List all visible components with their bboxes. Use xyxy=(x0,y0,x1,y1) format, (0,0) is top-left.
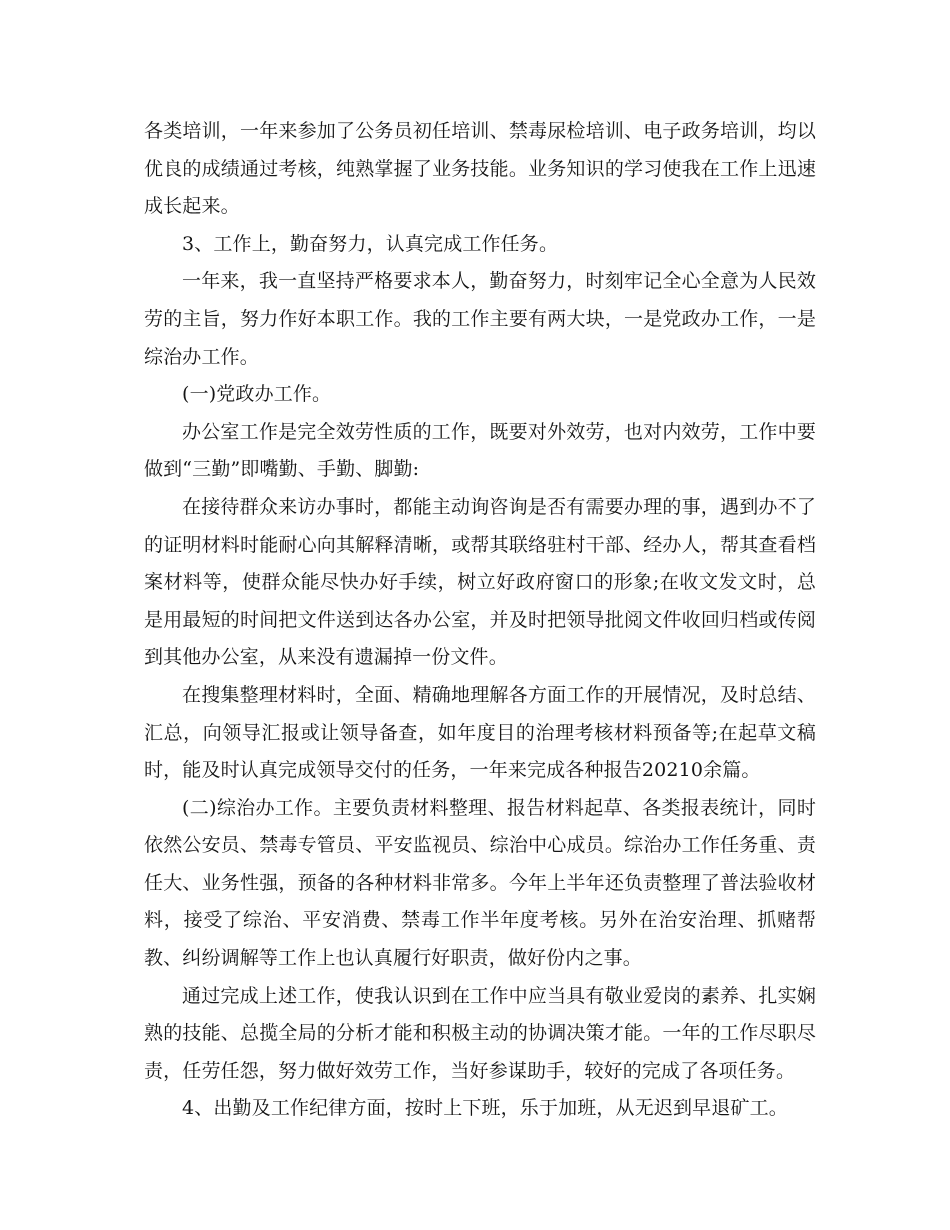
subheading-party-office: (一)党政办工作。 xyxy=(182,383,332,406)
document-body xyxy=(144,113,816,1128)
paragraph-work-overview: 一年来，我一直坚持严格要求本人，勤奋努力，时刻牢记全心全意为人民效劳的主旨，努力作好本职工作。我的工作主要有两大块，一是党政办工作，一是综治办工作。 xyxy=(144,270,816,368)
paragraph-reflection: 通过完成上述工作，使我认识到在工作中应当具有敬业爱岗的素养、扎实娴熟的技能、总揽全局的分析才能和积极主动的协调决策才能。一年的工作尽职尽责，任劳任怨，努力做好效劳工作，当好参谋助手，较好的完成了各项任务。 xyxy=(144,984,816,1082)
paragraph-comprehensive-office: (二)综治办工作。主要负责材料整理、报告材料起草、各类报表统计，同时依然公安员、禁毒专管员、平安监视员、综治中心成员。综治办工作任务重、责任大、业务性强，预备的各种材料非常多。今年上半年还负责整理了普法验收材料，接受了综治、平安消费、禁毒工作半年度考核。另外在治安治理、抓赌帮教、纠纷调解等工作上也认真履行好职责，做好份内之事。 xyxy=(144,796,816,970)
paragraph-training-continued: 各类培训，一年来参加了公务员初任培训、禁毒尿检培训、电子政务培训，均以优良的成绩通过考核，纯熟掌握了业务技能。业务知识的学习使我在工作上迅速成长起来。 xyxy=(144,120,816,218)
paragraph-office-service: 办公室工作是完全效劳性质的工作，既要对外效劳，也对内效劳，工作中要做到“三勤”即嘴勤、手勤、脚勤: xyxy=(144,420,816,481)
heading-attendance: 4、出勤及工作纪律方面，按时上下班，乐于加班，从无迟到早退矿工。 xyxy=(182,1097,788,1120)
paragraph-reception: 在接待群众来访办事时，都能主动询咨询是否有需要办理的事，遇到办不了的证明材料时能耐心向其解释清晰，或帮其联络驻村干部、经办人，帮其查看档案材料等，使群众能尽快办好手续，树立好政府窗口的形象;在收文发文时，总是用最短的时间把文件送到达各办公室，并及时把领导批阅文件收回归档或传阅到其他办公室，从来没有遗漏掉一份文件。 xyxy=(144,495,816,669)
heading-work-duties: 3、工作上，勤奋努力，认真完成工作任务。 xyxy=(182,232,559,255)
paragraph-materials: 在搜集整理材料时，全面、精确地理解各方面工作的开展情况，及时总结、汇总，向领导汇报或让领导备查，如年度目的治理考核材料预备等;在起草文稿时，能及时认真完成领导交付的任务，一年来完成各种报告20210余篇。 xyxy=(144,683,816,782)
